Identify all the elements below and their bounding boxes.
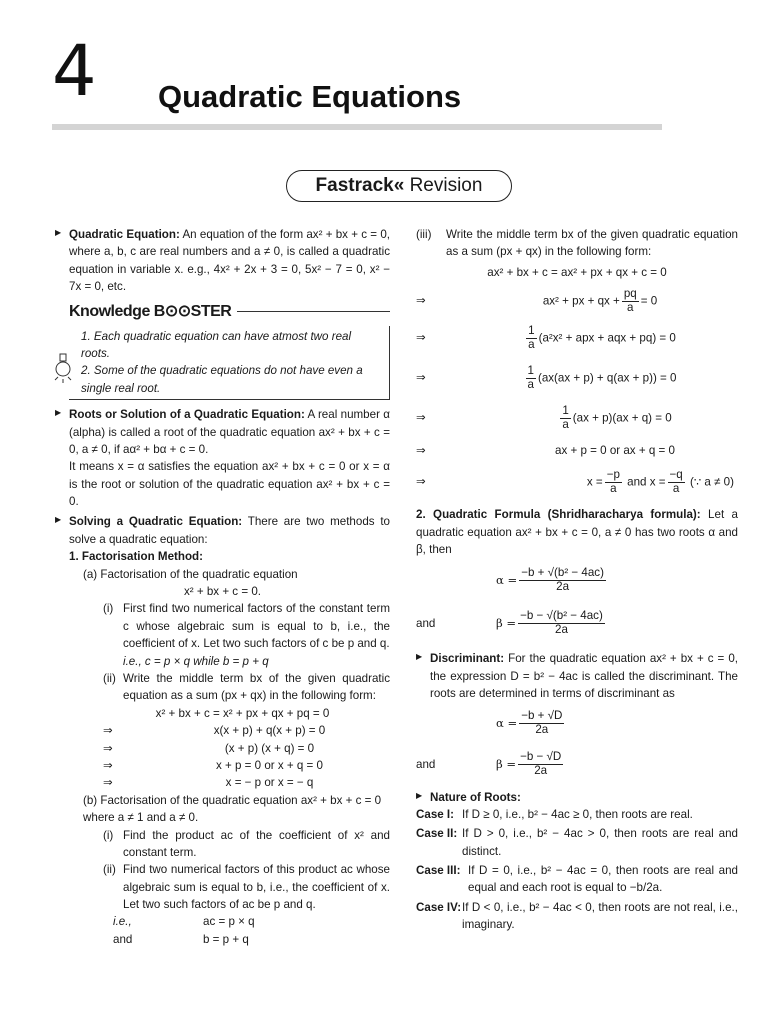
case-1 [416,806,738,823]
alpha-fraction [519,567,606,594]
step-iii-number: (iii) [416,228,432,241]
implies-arrow: ⇒ [103,776,113,790]
alpha-numerator: −b + √(b² − 4ac) [521,566,604,580]
derivation-4-expr: (ax + p)(ax + q) = 0 [572,411,672,425]
step-b-i [55,827,390,862]
kb-title: Knowledge B⊙⊙STER [69,302,232,320]
banner-brand: Fastrack [315,175,394,196]
qe-text: An equation of the form ax² + bx + c = 0, where a, b, c are real numbers and a ≠ 0, is called a quadratic equation in variable x. e.g., 4x² + 2x + 3 = 0, 5x² − 7 = 0, x² − 7x = 0, etc. [69,228,390,294]
beta-fraction [518,610,605,637]
and-label: and [416,757,436,771]
step-ii-text: Write the middle term bx of the given quadratic equation as a sum (px + qx) in the following form: [123,671,390,703]
frac-denominator: a [562,417,569,431]
ie-equation: ac = p × q [203,915,255,929]
case-4-label: Case IV: [416,900,462,914]
kb-point-1: 1. Each quadratic equation can have atmost two real roots. [81,329,352,360]
beta-lhs: β = [496,756,517,771]
implies-arrow: ⇒ [103,741,113,755]
case-2-label: Case II: [416,827,458,841]
frac-numerator: −q [669,467,683,481]
implies-arrow: ⇒ [416,294,426,308]
step-ii-line-1 [55,722,390,739]
step-i [55,600,390,652]
step-ii-eq-2: (x + p) (x + q) = 0 [224,741,315,755]
implies-arrow: ⇒ [103,758,113,772]
quadratic-formula-section [416,506,738,558]
step-ii-eq-1: x(x + p) + q(x + p) = 0 [213,724,326,738]
step-ii-line-3 [55,757,390,774]
derivation-line-3 [416,358,738,398]
fastrack-revision-banner [286,170,512,202]
lightbulb-icon [53,350,73,384]
solving-section [55,513,390,548]
qf-heading: 2. Quadratic Formula (Shridharacharya formula): [416,508,701,522]
derivation-3-expr: (ax(ax + p) + q(ax + p)) = 0 [537,371,677,385]
alpha-d-numerator: −b + √D [521,709,563,723]
nature-of-roots-heading [416,789,738,806]
neg-p-over-a-fraction [605,469,622,496]
derivation-1-lhs: ax² + px + qx + [542,294,620,308]
derivation-line-5 [416,438,738,464]
step-i-number: (i) [103,602,114,616]
case-1-text: If D ≥ 0, i.e., b² − 4ac ≥ 0, then roots are real. [462,807,693,821]
case-4 [416,899,738,934]
quadratic-equation-definition [55,226,390,296]
solving-heading: Solving a Quadratic Equation: [69,515,243,529]
nature-label: Nature of Roots: [430,790,521,804]
case-1-label: Case I: [416,807,455,821]
roots-heading: Roots or Solution of a Quadratic Equation: [69,408,305,422]
step-b-i-text: Find the product ac of the coefficient of x² and constant term. [123,828,390,859]
beta-d-numerator: −b − √D [520,750,562,764]
one-over-a-fraction [526,365,536,392]
step-b-ii-text: Find two numerical factors of this product ac whose algebraic sum is equal to b, i.e., the coefficient of x. Let two such factors of ac be p and q. [123,863,390,912]
frac-numerator: 1 [562,403,569,417]
frac-numerator: 1 [527,363,534,377]
step-iii-equation: ax² + bx + c = ax² + px + qx + c = 0 [487,265,667,279]
alpha-discriminant-formula [416,703,738,745]
derivation-line-2 [416,318,738,358]
beta-numerator: −b − √(b² − 4ac) [520,609,603,623]
part-a-equation: x² + bx + c = 0. [183,585,261,599]
frac-denominator: a [610,481,617,495]
frac-denominator: a [672,481,680,495]
and-label: and [113,932,133,946]
alpha-d-denominator: 2a [535,723,549,737]
derivation-line-4 [416,398,738,438]
step-ii-line-2 [55,740,390,757]
step-b-ii-number: (ii) [103,863,116,877]
alpha-formula [416,558,738,602]
ie-line [55,913,390,930]
beta-d-fraction [518,751,563,778]
banner-word: Revision [409,175,483,196]
beta-denominator: 2a [555,622,568,636]
step-ii-line-4 [55,774,390,791]
frac-denominator: a [627,300,634,314]
step-b-ii [55,861,390,913]
and-label: and [416,616,436,630]
ie-label: i.e., [113,915,132,929]
implies-arrow: ⇒ [103,724,113,738]
derivation-5-expr: ax + p = 0 or ax + q = 0 [555,444,675,458]
step-i-ie: i.e., c = p × q while b = p + q [123,654,269,668]
chapter-title: Quadratic Equations [158,79,462,114]
kb-box [69,326,390,401]
implies-arrow: ⇒ [416,475,426,489]
method-1-label: 1. Factorisation Method: [69,550,203,564]
left-column [55,226,390,948]
discriminant-heading: Discriminant: [430,652,505,666]
step-ii-equation: x² + bx + c = x² + px + qx + pq = 0 [155,706,330,720]
implies-arrow: ⇒ [416,444,426,458]
step-ii-eq-4: x = − p or x = − q [225,776,314,790]
implies-arrow: ⇒ [416,371,426,385]
one-over-a-fraction [526,325,536,352]
method-1-heading [55,548,390,565]
roots-text: A real number α (alpha) is called a root of the quadratic equation ax² + bx + c = 0, a ≠ 0, if aα² + bα + c = 0. [69,408,390,456]
frac-numerator: pq [623,286,637,300]
alpha-denominator: 2a [556,579,570,593]
neg-q-over-a-fraction [668,469,685,496]
alpha-lhs: α = [496,715,518,730]
roots-definition [55,406,390,458]
case-2 [416,825,738,860]
kb-heading [69,300,390,324]
case-2-text: If D > 0, i.e., b² − 4ac > 0, then roots are real and distinct. [462,827,738,858]
qe-heading: Quadratic Equation: [69,228,180,241]
one-over-a-fraction [560,405,570,432]
frac-denominator: a [527,377,534,391]
case-3 [416,862,738,897]
alpha-lhs: α = [496,572,518,587]
derivation-line-1 [416,284,738,318]
implies-arrow: ⇒ [416,331,426,345]
step-b-i-number: (i) [103,828,114,842]
case-3-text: If D = 0, i.e., b² − 4ac = 0, then roots are real and equal and each root is equal to −b/2a. [468,864,738,895]
derivation-line-6 [416,464,738,500]
implies-arrow: ⇒ [416,411,426,425]
case-4-text: If D < 0, i.e., b² − 4ac < 0, then roots are not real, i.e., imaginary. [462,900,738,932]
beta-discriminant-formula [416,745,738,785]
and-line [55,931,390,948]
part-b-text: (b) Factorisation of the quadratic equation ax² + bx + c = 0 where a ≠ 1 and a ≠ 0. [83,793,382,825]
step-i-text: First find two numerical factors of the constant term c whose algebraic sum is equal to b, i.e., the coefficient of x. Let two such factors of c be p and q. [123,602,390,651]
step-ii [55,670,390,705]
qf-text: Let a quadratic equation ax² + bx + c = 0, a ≠ 0 has two roots α and β, then [416,508,738,556]
frac-denominator: a [528,337,535,351]
part-a-text: (a) Factorisation of the quadratic equation [83,567,298,581]
step-ii-eq-3: x + p = 0 or x + q = 0 [216,758,323,772]
title-rule [52,124,662,130]
knowledge-booster [55,300,390,401]
beta-d-denominator: 2a [534,764,548,778]
solving-text: There are two methods to solve a quadratic equation: [69,515,390,546]
beta-formula [416,602,738,644]
step-ii-number: (ii) [103,671,116,685]
step-iii-text: Write the middle term bx of the given quadratic equation as a sum (px + qx) in the following form: [446,228,738,259]
pq-over-a-fraction [622,288,639,315]
roots-text-2: It means x = α satisfies the equation ax² + bx + c = 0 or x = α is the root or solution of the quadratic equation ax² + bx + c = 0. [69,460,390,509]
kb-point-2: 2. Some of the quadratic equations do not have even a single real root. [81,364,363,395]
discriminant-text: For the quadratic equation ax² + bx + c = 0, the expression D = b² − 4ac is called the discriminant. The roots are determined in terms of discriminant as [430,652,738,701]
step-iii [416,226,738,261]
alpha-d-fraction [519,710,564,737]
frac-numerator: 1 [528,323,535,337]
and-x-equals-label: and x = [627,475,666,489]
derivation-1-rhs: = 0 [640,294,658,308]
beta-lhs: β = [496,615,517,630]
chapter-number: 4 [52,30,97,112]
banner-mark: « [393,175,405,196]
right-column [416,226,738,936]
derivation-2-expr: (a²x² + apx + aqx + pq) = 0 [538,331,676,345]
frac-numerator: −p [606,467,620,481]
and-equation: b = p + q [203,932,249,946]
since-a-nonzero: (∵ a ≠ 0) [689,475,734,489]
x-equals-label: x = [586,475,603,489]
case-3-label: Case III: [416,864,461,878]
discriminant-section [416,650,738,702]
